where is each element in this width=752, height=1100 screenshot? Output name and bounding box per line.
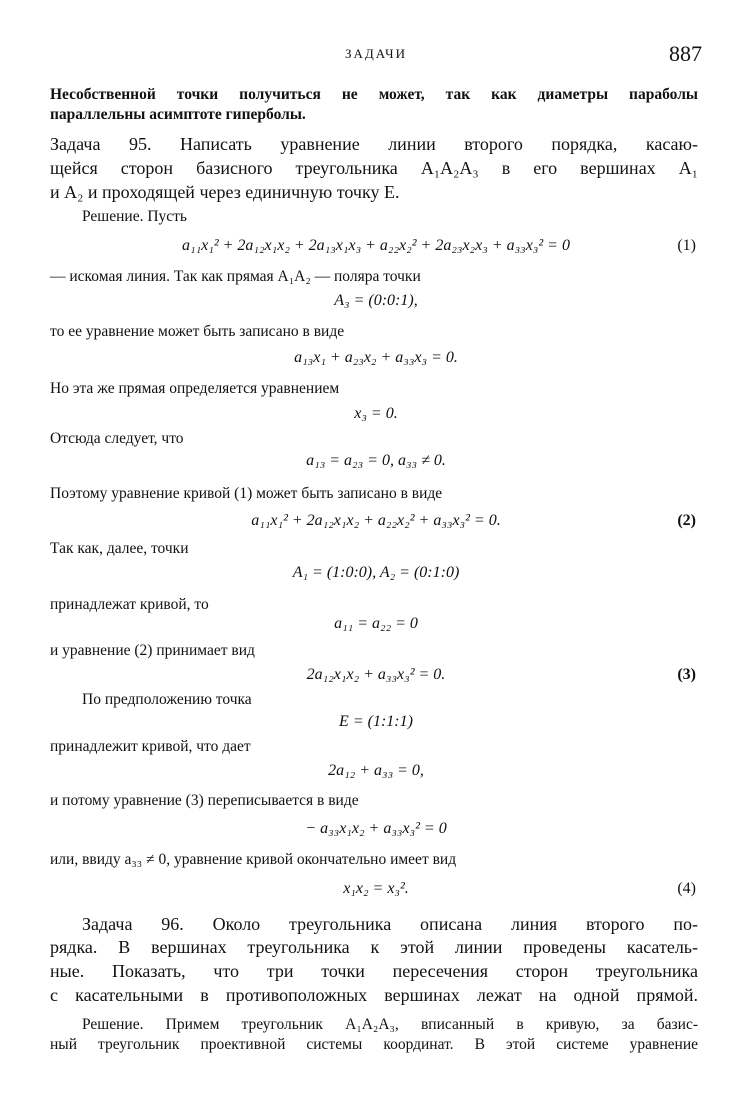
text-2: то ее уравнение может быть записано в виде [50, 323, 345, 340]
text-8: и уравнение (2) принимает вид [50, 642, 255, 659]
equation-1-number: (1) [677, 237, 696, 254]
equation-a11: a₁₁ = a₂₂ = 0 [334, 615, 418, 632]
equation-2-number: (2) [677, 512, 696, 529]
running-header: ЗАДАЧИ [344, 46, 408, 61]
equation-3: 2a₁₂x₁x₂ + a₃₃x₃² = 0. [306, 666, 446, 683]
equation-condition: 2a₁₂ + a₃₃ = 0, [328, 762, 424, 779]
equation-4-number: (4) [677, 880, 696, 897]
solution96-line-2: ный треугольник проективной системы координат. В этой системе уравнение [50, 1036, 698, 1053]
equation-4: x₁x₂ = x₃². [343, 880, 409, 897]
equation-coefficients: a₁₃ = a₂₃ = 0, a₃₃ ≠ 0. [306, 452, 446, 469]
equation-a3: A₃ = (0:0:1), [334, 292, 418, 309]
equation-2: a₁₁x₁² + 2a₁₂x₁x₂ + a₂₂x₂² + a₃₃x₃² = 0. [251, 512, 501, 529]
solution-start: Решение. Пусть [82, 208, 187, 225]
equation-e: E = (1:1:1) [339, 713, 413, 730]
equation-1: a₁₁x₁² + 2a₁₂x₁x₂ + 2a₁₃x₁x₃ + a₂₂x₂² + 2a₂₃x₂x₃ + a₃₃x₃² = 0 [182, 237, 570, 254]
intro-line-2: параллельны асимптоте гиперболы. [50, 106, 306, 123]
text-4: Отсюда следует, что [50, 430, 184, 447]
problem95-line-3: и A₂ и проходящей через единичную точку E. [50, 182, 400, 202]
equation-rewritten: − a₃₃x₁x₂ + a₃₃x₃² = 0 [305, 820, 447, 837]
equation-line: a₁₃x₁ + a₂₃x₂ + a₃₃x₃ = 0. [294, 349, 458, 366]
solution96-line-1: Решение. Примем треугольник A₁A₂A₃, вписанный в кривую, за базис- [82, 1016, 698, 1033]
text-12: или, ввиду a₃₃ ≠ 0, уравнение кривой окончательно имеет вид [50, 851, 457, 868]
page-number: 887 [669, 41, 702, 66]
text-3: Но эта же прямая определяется уравнением [50, 380, 340, 397]
problem96-line-3: ные. Показать, что три точки пересечения сторон треугольника [50, 961, 698, 981]
problem96-line-4: с касательными в противоположных вершинах лежат на одной прямой. [50, 985, 698, 1005]
text-10: принадлежит кривой, что дает [50, 738, 251, 755]
problem96-line-1: Задача 96. Около треугольника описана линия второго по- [82, 914, 698, 934]
text-11: и потому уравнение (3) переписывается в виде [50, 792, 359, 809]
text-9: По предположению точка [82, 691, 252, 708]
intro-line-1: Несобственной точки получиться не может, так как диаметры параболы [50, 86, 698, 103]
text-5: Поэтому уравнение кривой (1) может быть записано в виде [50, 485, 443, 502]
text-6: Так как, далее, точки [50, 540, 189, 557]
problem95-line-2: щейся сторон базисного треугольника A₁A₂A₃ в его вершинах A₁ [50, 158, 698, 178]
problem96-line-2: рядка. В вершинах треугольника к этой линии проведены касатель- [50, 937, 698, 957]
equation-points: A₁ = (1:0:0), A₂ = (0:1:0) [292, 564, 460, 581]
text-1: — искомая линия. Так как прямая A₁A₂ — поляра точки [50, 268, 421, 285]
equation-x3: x₃ = 0. [354, 405, 398, 422]
problem95-line-1: Задача 95. Написать уравнение линии второго порядка, касаю- [50, 134, 698, 154]
equation-3-number: (3) [677, 666, 696, 683]
text-7: принадлежат кривой, то [50, 596, 209, 613]
